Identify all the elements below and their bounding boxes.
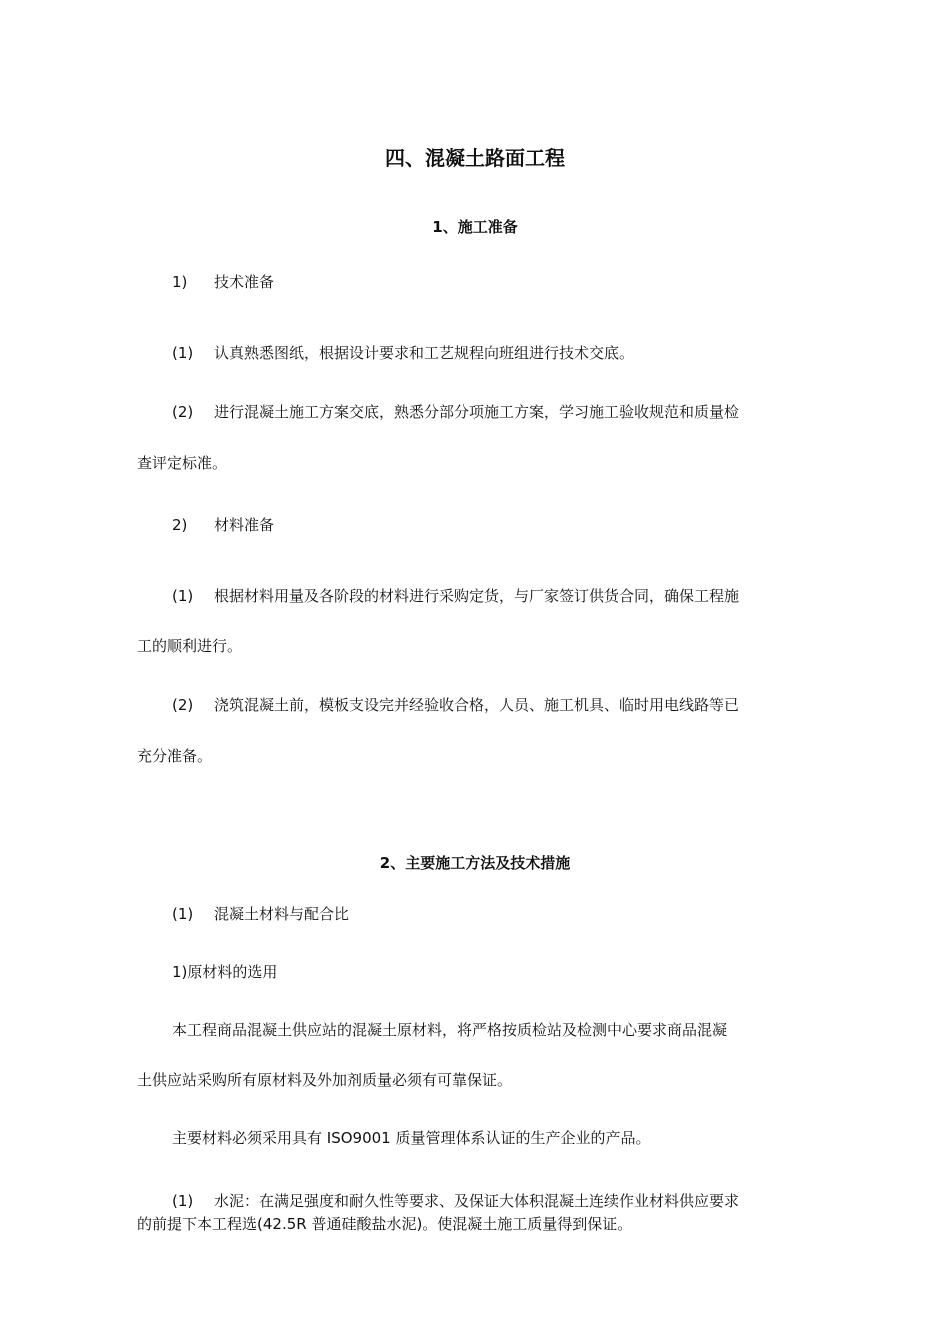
- list-text: 进行混凝土施工方案交底，熟悉分部分项施工方案，学习施工验收规范和质量检: [214, 403, 740, 421]
- list-text-continuation: 查评定标准。: [137, 454, 228, 472]
- list-text: 根据材料用量及各阶段的材料进行采购定货，与厂家签订供货合同，确保工程施: [214, 587, 740, 605]
- paragraph-continuation: 土供应站采购所有原材料及外加剂质量必须有可靠保证。: [137, 1071, 513, 1089]
- subheading-raw-materials: 1)原材料的选用: [172, 963, 278, 981]
- section-heading-preparation: 1、施工准备: [432, 218, 518, 236]
- list-label: 混凝土材料与配合比: [214, 905, 350, 923]
- list-number: (2): [172, 696, 194, 714]
- paragraph: 主要材料必须采用具有 ISO9001 质量管理体系认证的生产企业的产品。: [172, 1129, 651, 1147]
- list-number: (1): [172, 344, 194, 362]
- list-text-continuation: 充分准备。: [137, 747, 213, 765]
- paragraph: 本工程商品混凝土供应站的混凝土原材料，将严格按质检站及检测中心要求商品混凝: [172, 1021, 728, 1039]
- list-number: 1): [172, 273, 188, 291]
- subheading-technical-preparation: [172, 272, 274, 292]
- list-item: [172, 695, 739, 715]
- list-number: (1): [172, 905, 194, 923]
- list-item: [172, 402, 739, 422]
- list-text-continuation: 工的顺利进行。: [137, 637, 243, 655]
- list-item: [172, 1191, 739, 1211]
- list-number: (1): [172, 1192, 194, 1210]
- list-label: 材料准备: [214, 516, 275, 534]
- document-title: 四、混凝土路面工程: [385, 146, 565, 170]
- list-item: [172, 343, 634, 363]
- list-text: 认真熟悉图纸，根据设计要求和工艺规程向班组进行技术交底。: [214, 344, 635, 362]
- list-text: 水泥：在满足强度和耐久性等要求、及保证大体积混凝土连续作业材料供应要求: [214, 1192, 740, 1210]
- list-text-continuation: 的前提下本工程选(42.5R 普通硅酸盐水泥)。使混凝土施工质量得到保证。: [137, 1215, 633, 1233]
- list-label: 技术准备: [214, 273, 275, 291]
- list-number: 2): [172, 516, 188, 534]
- list-number: (1): [172, 587, 194, 605]
- subheading-concrete-mix: [172, 904, 349, 924]
- list-number: (2): [172, 403, 194, 421]
- subheading-material-preparation: [172, 515, 274, 535]
- list-text: 浇筑混凝土前，模板支设完并经验收合格，人员、施工机具、临时用电线路等已: [214, 696, 740, 714]
- section-heading-methods: 2、主要施工方法及技术措施: [379, 854, 571, 872]
- list-item: [172, 586, 739, 606]
